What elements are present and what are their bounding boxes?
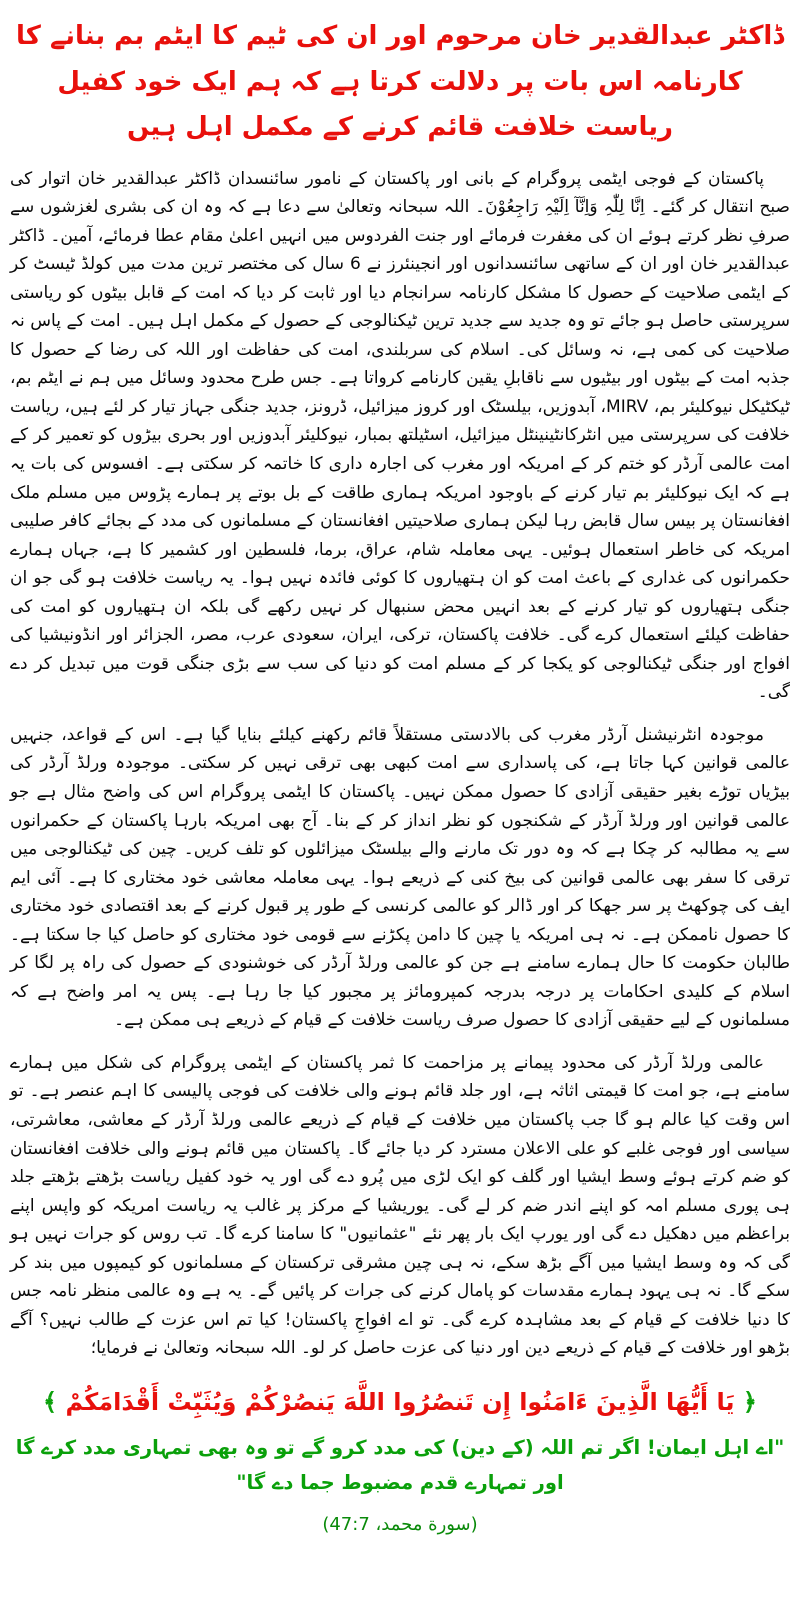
quran-verse bbox=[12, 1381, 788, 1424]
verse-close-ornament: ﴾ bbox=[43, 1387, 58, 1416]
body-paragraph-world-order: موجودہ انٹرنیشنل آرڈر مغرب کی بالادستی مستقلاً قائم رکھنے کیلئے بنایا گیا ہے۔ اس کے قواعد، جنہیں عالمی قوانین کہا جاتا ہے، کی پاسداری سے امت کبھی بھی ترقی نہیں کر سکتی۔ موجودہ ورلڈ آرڈر کی بیڑیاں توڑے بغیر حقیقی آزادی کا حصول ممکن نہیں۔ پاکستان کا ایٹمی پروگرام اس کی واضح مثال ہے جو عالمی قوانین اور ورلڈ آرڈر کے شکنجوں کو نظر انداز کر کے بنا۔ آج بھی امریکہ بارہا پاکستان کے حکمرانوں سے یہ مطالبہ کر چکا ہے کہ وہ دور تک مارنے والے بیلسٹک میزائلوں کو تلف کریں۔ چین کی ٹیکنالوجی میں ترقی کا سفر بھی عالمی قوانین کی بیخ کنی کے ذریعے ہوا۔ یہی معاملہ معاشی خود مختاری کا ہے۔ آئی ایم ایف کی چوکھٹ پر سر جھکا کر اور ڈالر کو عالمی کرنسی کے طور پر قبول کرنے کے بعد اقتصادی خود مختاری کا حصول ناممکن ہے۔ نہ ہی امریکہ یا چین کا دامن پکڑنے سے قومی خود مختاری کو حاصل کیا جا سکتا ہے۔ طالبان حکومت کا حال ہمارے سامنے ہے جن کو عالمی ورلڈ آرڈر کی خوشنودی کے حصول کی راہ پر لگا کر اسلام کے کلیدی احکامات پر درجہ بدرجہ کمپرومائز پر مجبور کیا جا رہا ہے۔ پس یہ امر واضح ہے کہ مسلمانوں کے لیے حقیقی آزادی کا حصول صرف ریاست خلافت کے قیام کے ذریعے ہی ممکن ہے۔ bbox=[10, 724, 790, 1031]
body-paragraph-obituary: پاکستان کے فوجی ایٹمی پروگرام کے بانی اور پاکستان کے نامور سائنسدان ڈاکٹر عبدالقدیر خان اتوار کی صبح انتقال کر گئے۔ اِنَّا لِلّٰہِ وَاِنَّآ اِلَیْہِ رَاجِعُوْنَ۔ اللہ سبحانہ وتعالیٰ سے دعا ہے کہ وہ ان کی بشری لغزشوں سے صرفِ نظر کرتے ہوئے ان کی مغفرت فرمائے اور جنت الفردوس میں انہیں اعلیٰ مقام عطا فرمائے، آمین۔ ڈاکٹر عبدالقدیر خان اور ان کے ساتھی سائنسدانوں اور انجینئرز نے 6 سال کی مختصر ترین مدت میں کولڈ ٹیسٹ کر کے ایٹمی صلاحیت کے حصول کا مشکل کارنامہ سرانجام دیا اور ثابت کر دیا کہ امت کے قابل بیٹوں کو ریاستی سرپرستی حاصل ہو جائے تو وہ جدید سے جدید ترین ٹیکنالوجی کے حصول کے مکمل اہل ہیں۔ امت کے پاس نہ صلاحیت کی کمی ہے، نہ وسائل کی۔ اسلام کی سربلندی، امت کی حفاظت اور اللہ کی رضا کے حصول کا جذبہ امت کے بیٹوں اور بیٹیوں سے ناقابلِ یقین کارنامے کرواتا ہے۔ جس طرح محدود وسائل میں ہم نے ایٹم بم، ٹیکٹیکل نیوکلیئر بم، MIRV، آبدوزیں، بیلسٹک اور کروز میزائیل، ڈرونز، جدید جنگی جہاز تیار کر لئے ہیں، ریاست خلافت کی سرپرستی میں انٹرکانٹینینٹل میزائیل، اسٹیلتھ بمبار، نیوکلیئر آبدوزیں اور بحری بیڑوں کو تعمیر کر کے امت عالمی آرڈر کو ختم کر کے امریکہ اور مغرب کی اجارہ داری کا خاتمہ کر سکتی ہے۔ افسوس کی بات یہ ہے کہ ایک نیوکلیئر بم تیار کرنے کے باوجود امریکہ ہماری طاقت کے بل بوتے پر ہمارے پڑوس میں مسلم ملک افغانستان پر بیس سال قابض رہا لیکن ہماری صلاحیتیں افغانستان کے مسلمانوں کی مدد کے بجائے کافر صلیبی امریکہ کی خاطر استعمال ہوئیں۔ یہی معاملہ شام، عراق، برما، فلسطین اور کشمیر کا ہے، جہاں ہمارے حکمرانوں کی غداری کے باعث امت کو ان ہتھیاروں کا کوئی فائدہ نہیں ہوا۔ یہ ریاست خلافت ہو گی جو ان جنگی ہتھیاروں کو تیار کرنے کے بعد انہیں محض سنبھال کر نہیں رکھے گی بلکہ ان ہتھیاروں کو امت کی حفاظت کیلئے استعمال کرے گی۔ خلافت پاکستان، ترکی، ایران، سعودی عرب، مصر، الجزائر اور انڈونیشیا کی افواج اور جنگی ٹیکنالوجی کو یکجا کر کے مسلم امت کو دنیا کی سب سے بڑی جنگی قوت میں تبدیل کر دے گی۔ bbox=[10, 168, 790, 703]
verse-open-ornament: ﴿ bbox=[742, 1387, 757, 1416]
quran-verse-text: يَا أَيُّهَا الَّذِينَ ءَامَنُوا إِن تَنصُرُوا اللَّهَ يَنصُرْكُمْ وَيُثَبِّتْ أَقْدَامَكُمْ bbox=[65, 1387, 735, 1416]
verse-reference: (سورة محمد، 47:7) bbox=[322, 1514, 478, 1536]
article-headline: ڈاکٹر عبدالقدیر خان مرحوم اور ان کی ٹیم کا ایٹم بم بنانے کا کارنامہ اس بات پر دلالت کرتا ہے کہ ہم ایک خود کفیل ریاست خلافت قائم کرنے کے مکمل اہل ہیں bbox=[16, 21, 784, 142]
verse-translation: "اے اہل ایمان! اگر تم اللہ (کے دین) کی مدد کرو گے تو وہ بھی تمہاری مدد کرے گا اور تمہارے قدم مضبوط جما دے گا" bbox=[15, 1436, 785, 1495]
body-paragraph-khilafah-scenario: عالمی ورلڈ آرڈر کی محدود پیمانے پر مزاحمت کا ثمر پاکستان کے ایٹمی پروگرام کی شکل میں ہمارے سامنے ہے، جو امت کا قیمتی اثاثہ ہے، اور جلد قائم ہونے والی خلافت کی فوجی پالیسی کا اہم عنصر ہے۔ تو اس وقت کیا عالم ہو گا جب پاکستان میں خلافت کے قیام کے ذریعے عالمی ورلڈ آرڈر کے معاشی، معاشرتی، سیاسی اور فوجی غلبے کو علی الاعلان مسترد کر دیا جائے گا۔ پاکستان میں قائم ہونے والی خلافت افغانستان کو ضم کرتے ہوئے وسط ایشیا اور گلف کو ایک لڑی میں پُرو دے گی اور یہ خود کفیل ریاست بڑھتے بڑھتے جلد ہی پوری مسلم امہ کو اپنے اندر ضم کر لے گی۔ یوریشیا کے مرکز پر غالب یہ ریاست امریکہ کو واپس اپنے براعظم میں دھکیل دے گی اور یورپ ایک بار پھر نئے "عثمانیوں" کا سامنا کرے گا۔ تب روس کو جرات نہیں ہو گی کہ وہ وسط ایشیا میں آگے بڑھ سکے، نہ ہی چین مشرقی ترکستان کے مسلمانوں کو کیمپوں میں بند کر سکے گا۔ نہ ہی یہود ہمارے مقدسات کو پامال کرنے کی جرات کر پائیں گے۔ یہ ہے وہ عالمی منظر نامہ جس کا دنیا خلافت کے قیام کے بعد مشاہدہ کرے گی۔ تو اے افواجِ پاکستان! کیا تم اس عزت کے طالب نہیں؟ آگے بڑھو اور خلافت کے قیام کے ذریعے دین اور دنیا کی عزت حاصل کر لو۔ اللہ سبحانہ وتعالیٰ نے فرمایا؛ bbox=[10, 1052, 790, 1359]
